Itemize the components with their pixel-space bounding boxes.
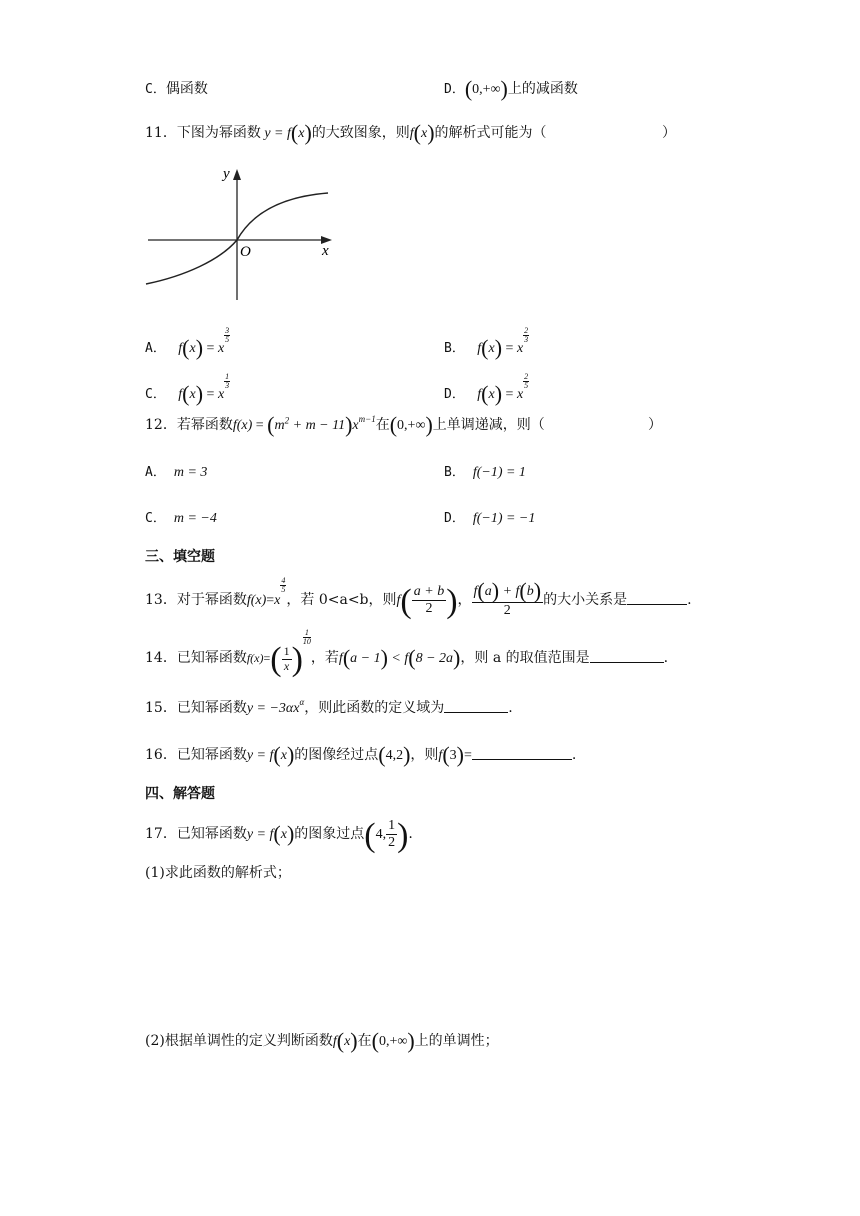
option-label: C．: [145, 387, 166, 402]
q12-stem: [145, 414, 545, 436]
q16-text-a: 已知幂函数: [176, 747, 247, 763]
q13-text-a: 对于幂函数: [176, 592, 247, 608]
section-title-answer: 四、解答题: [145, 786, 215, 802]
q13-text-c: ，: [457, 592, 472, 608]
q11-text-b: 的大致图象，则: [311, 125, 410, 141]
q17-part1: (1)求此函数的解析式；: [145, 865, 291, 881]
q16-text-c: ，则: [410, 747, 439, 763]
math: f(x): [332, 1028, 358, 1053]
exp-num: 3: [225, 326, 230, 335]
exp-den: 5: [524, 381, 529, 390]
exp-num: 2: [524, 326, 529, 335]
q12-text-c: 上单调递减，则（: [432, 417, 545, 433]
q17-part2: [145, 1030, 499, 1052]
q17-part2-a: (2)根据单调性的定义判断函数: [145, 1033, 333, 1049]
q14-text-c: ，则 a 的取值范围是: [460, 650, 590, 666]
answer-blank[interactable]: [444, 700, 508, 713]
q17-part2-b: 在: [357, 1033, 372, 1049]
question-number: 13．: [145, 592, 177, 608]
q12-option-b: [444, 461, 526, 481]
question-number: 15．: [145, 700, 177, 716]
q16-text-b: 的图像经过点: [294, 747, 379, 763]
q11-close-paren: ）: [662, 125, 676, 141]
option-label: D．: [444, 82, 465, 97]
q16-stem: [145, 744, 576, 766]
math: $f(x) = (m^2 + m - 11)x^{m-1}$: [232, 412, 376, 437]
question-number: 16．: [145, 747, 177, 763]
option-text: m = 3: [173, 465, 208, 480]
period: .: [571, 747, 577, 763]
q11-text-c: 的解析式可能为（: [434, 125, 547, 141]
q11-option-a: [145, 327, 230, 359]
interval: (0,+∞): [464, 76, 508, 101]
option-text: m = −4: [173, 511, 217, 526]
answer-blank[interactable]: [627, 592, 687, 605]
option-label: C．: [145, 511, 166, 526]
q17-text-b: 的图象过点: [294, 825, 365, 842]
question-number: 11．: [145, 125, 177, 141]
answer-blank[interactable]: [472, 747, 572, 760]
q12-option-d: [444, 507, 535, 527]
q14-text-b: ，若: [310, 650, 339, 666]
math: y = f(x): [260, 120, 312, 145]
option-label: C．: [145, 82, 166, 97]
q11-option-c: [145, 373, 230, 405]
option-text: f(−1) = −1: [472, 511, 536, 526]
q15-stem: [145, 697, 513, 717]
q15-text-b: ，则此函数的定义域为: [304, 700, 445, 716]
q15-text-a: 已知幂函数: [176, 700, 247, 716]
y-axis-label: y: [223, 166, 230, 182]
q11-stem: [145, 122, 547, 144]
math: f(x) = x $^{\frac{2}{5}}$: [477, 372, 529, 406]
exp-num: 1: [225, 372, 230, 381]
q17-stem: [145, 818, 413, 853]
period: .: [508, 700, 513, 716]
option-label: B．: [444, 341, 465, 356]
option-label: D．: [444, 511, 465, 526]
q13-stem: [145, 577, 692, 620]
option-label: A．: [145, 465, 166, 480]
q12-close-paren: ）: [648, 417, 662, 433]
math: f(x)=x $^{\frac{4}{5}}$: [246, 576, 286, 608]
option-text: 偶函数: [165, 81, 208, 97]
option-text: f(−1) = 1: [472, 465, 526, 480]
y-axis-arrow: [233, 169, 241, 180]
option-label: B．: [444, 465, 465, 480]
q13-text-b: ，若 0<a<b，则: [286, 592, 397, 608]
math: y = f(x): [246, 820, 295, 846]
math: f( $\frac{a + b}{2}$ ): [396, 583, 458, 620]
q17-part2-c: 上的单调性；: [414, 1033, 499, 1049]
q14-text-a: 已知幂函数: [176, 650, 247, 666]
q13-text-d: 的大小关系是: [543, 592, 628, 608]
option-text: 上的减函数: [507, 81, 578, 97]
math: f(x): [409, 120, 435, 145]
section-title-fill-in: 三、填空题: [145, 549, 215, 565]
q10-option-d: [444, 78, 578, 100]
q12-option-c: [145, 507, 217, 527]
q11-option-d: [444, 373, 529, 405]
option-label: A．: [145, 341, 166, 356]
exp-num: 2: [524, 372, 529, 381]
q12-text-a: 若幂函数: [176, 417, 233, 433]
option-label: D．: [444, 387, 465, 402]
q11-option-b: [444, 327, 529, 359]
math: f(x) = x $^{\frac{3}{5}}$: [178, 326, 230, 360]
q17-text-a: 已知幂函数: [176, 825, 247, 842]
math: f(a − 1) < f(8 − 2a): [338, 645, 461, 670]
q12-text-b: 在: [375, 417, 390, 433]
exp-den: 3: [524, 335, 529, 344]
exp-den: 3: [225, 381, 230, 390]
q12-option-a: [145, 461, 207, 481]
q10-option-c: [145, 78, 208, 98]
period: .: [663, 650, 669, 666]
period: .: [687, 592, 692, 608]
x-axis-label: x: [322, 243, 329, 259]
q11-text-a: 下图为幂函数: [176, 125, 261, 141]
math: f(x) = x $^{\frac{1}{3}}$: [178, 372, 230, 406]
answer-blank[interactable]: [590, 650, 664, 663]
period: .: [408, 825, 413, 842]
math: f(x)=( $\frac{1}{x}$ ) $^{\frac{1}{10}}$: [246, 628, 311, 678]
math: $y = -3\alpha x^\alpha$: [246, 697, 305, 716]
math: $\frac{f(a) + f(b)}{2}$: [473, 578, 542, 619]
interval: (0,+∞): [389, 412, 433, 437]
exp-den: 5: [225, 335, 230, 344]
origin-label: O: [240, 244, 251, 260]
question-number: 12．: [145, 417, 177, 433]
math: (4, $\frac{1}{2}$ ): [364, 816, 409, 854]
interval: (0,+∞): [371, 1028, 415, 1053]
math: f(x) = x $^{\frac{2}{3}}$: [477, 326, 529, 360]
question-number: 14．: [145, 650, 177, 666]
power-function-graph: [140, 160, 350, 310]
question-number: 17．: [145, 825, 177, 842]
q14-stem: [145, 629, 668, 677]
math: f(3)=: [438, 742, 472, 767]
math: y = f(x): [246, 742, 295, 767]
math: (4,2): [378, 742, 411, 767]
